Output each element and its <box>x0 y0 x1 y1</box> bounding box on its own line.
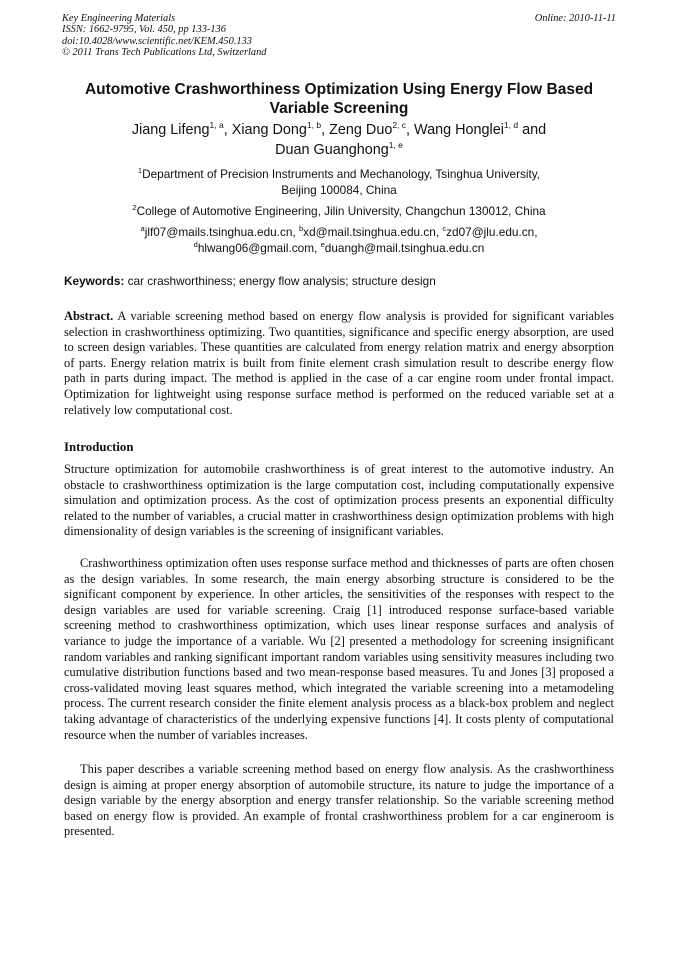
journal-header <box>62 13 616 59</box>
title-line-1: Automotive Crashworthiness Optimization Using Energy Flow Based <box>84 81 594 98</box>
title-line-2: Variable Screening <box>269 100 409 117</box>
journal-name: Key Engineering Materials <box>62 13 176 24</box>
intro-paragraph-3: This paper describes a variable screening method based on energy flow analysis. As the crashworthiness design is aiming at proper energy absorption of automobile structure, its nature to judge the importance of a design variable by the energy absorption and energy transfer relationship. So the variable screening method based on energy flow is provided. An example of frontal crashworthiness problem for a car engineroom is presented. <box>64 762 614 839</box>
author-sup: 1, d <box>503 120 519 130</box>
affiliation-2 <box>62 204 616 220</box>
affiliation-1 <box>62 167 616 198</box>
affiliation-1-line-1: Department of Precision Instruments and Mechanology, Tsinghua University, <box>142 167 541 181</box>
keywords-label: Keywords: <box>64 274 125 288</box>
email-address: duangh@mail.tsinghua.edu.cn <box>324 240 485 255</box>
abstract <box>64 309 614 418</box>
keywords <box>64 274 616 289</box>
author-sup: 2, c <box>392 120 407 130</box>
author-sup: 1, b <box>306 120 322 130</box>
abstract-label: Abstract. <box>64 309 114 323</box>
email-list <box>62 225 616 256</box>
author-sep: , <box>223 122 232 138</box>
affiliation-1-line-2: Beijing 100084, China <box>281 182 397 197</box>
authors-line-2 <box>62 141 616 161</box>
author-name: Jiang Lifeng <box>131 122 210 138</box>
email-address: jlf07@mails.tsinghua.edu.cn <box>144 225 293 239</box>
author-name: Xiang Dong <box>231 122 307 138</box>
author-sep: and <box>518 122 547 138</box>
email-address: hlwang06@gmail.com <box>197 240 315 255</box>
affiliation-sup: 2 <box>132 203 137 212</box>
author-name: Wang Honglei <box>414 122 504 138</box>
email-address: zd07@jlu.edu.cn <box>446 225 535 239</box>
paper-title <box>62 80 616 118</box>
keywords-text: car crashworthiness; energy flow analysis; structure design <box>124 274 436 288</box>
issn-line: ISSN: 1662-9795, Vol. 450, pp 133-136 <box>62 24 226 36</box>
intro-paragraph-1: Structure optimization for automobile crashworthiness is of great interest to the automotive industry. An obstacle to crashworthiness optimization is the large computation cost, including computationally expensive simulation and optimization process. As the cost of optimization process presents an exponential difficulty related to the number of variables, a crucial matter in crashworthiness design optimization problems with high dimensionality of design variables is the screening of insignificant variables. <box>64 462 614 539</box>
email-line-2: $^d$hlwang06@gmail.com, $^e$duangh@mail.tsinghua.edu.cn <box>193 239 485 255</box>
email-sup: e <box>320 239 325 249</box>
section-heading-introduction: Introduction <box>64 440 134 454</box>
email-sup: a <box>140 224 145 233</box>
email-line-1: $^a$jlf07@mails.tsinghua.edu.cn, $^b$xd@mail.tsinghua.edu.cn, $^c$zd07@jlu.edu.cn, <box>140 224 538 239</box>
authors-line-1 <box>62 121 616 141</box>
online-date: Online: 2010-11-11 <box>534 13 616 24</box>
author-sep: , <box>321 122 330 138</box>
affiliation-sup: 1 <box>137 166 143 175</box>
email-address: xd@mail.tsinghua.edu.cn <box>303 225 436 239</box>
doi-line: doi:10.4028/www.scientific.net/KEM.450.133 <box>62 35 252 47</box>
author-sup: 1, e <box>388 139 403 150</box>
intro-paragraph-2: Crashworthiness optimization often uses response surface method and thicknesses of parts are often chosen as the design variables. In some research, the main energy absorbing structure is considered to be the significant component by experience. In other articles, the sensitivities of the responses with respect to the design variables are used for variable screening. Craig [1] introduced response surface-based variable screening method to crashworthiness optimization, which uses linear response surfaces and analysis of variance to judge the importance of a variable. Wu [2] presented a methodology for screening insignificant random variables and ranking significant important random variables using sensitivity measures including two cumulative distribution functions based and two mean-response based measures. Tu and Jones [3] proposed a cross-validated moving least squares method, which integrated the variable screening into a metamodeling process. The current research consider the finite element analysis process as a black-box problem and neglect taking advantage of characteristics of the underlying expensive functions [4]. It costs plenty of computational resource when the number of variables increases. <box>64 556 614 742</box>
author-sep: , <box>406 122 415 138</box>
author-sup: 1, a <box>209 120 224 130</box>
author-name: Zeng Duo <box>329 122 393 138</box>
affiliation-2-text: College of Automotive Engineering, Jilin University, Changchun 130012, China <box>136 204 546 218</box>
email-sup: c <box>442 224 447 233</box>
copyright-line: © 2011 Trans Tech Publications Ltd, Switzerland <box>62 47 267 59</box>
email-sup: d <box>193 239 198 249</box>
email-sup: b <box>299 224 304 233</box>
author-list <box>62 121 616 160</box>
abstract-text: A variable screening method based on energy flow analysis is provided for significant variables selection in crashworthiness optimizing. Two quantities, significance and specific energy absorption, are used to screen design variables. These quantities are calculated from energy relation matrix and energy absorption of parts. Energy relation matrix is built from finite element crash simulation result to describe energy flow path in parts during impact. The method is applied in the case of a car engine room under frontal impact. Optimization for lightweight using response surface method is performed on the reduced variable set at a relatively low computational cost. <box>64 309 614 417</box>
author-name: Duan Guanghong <box>275 141 389 158</box>
